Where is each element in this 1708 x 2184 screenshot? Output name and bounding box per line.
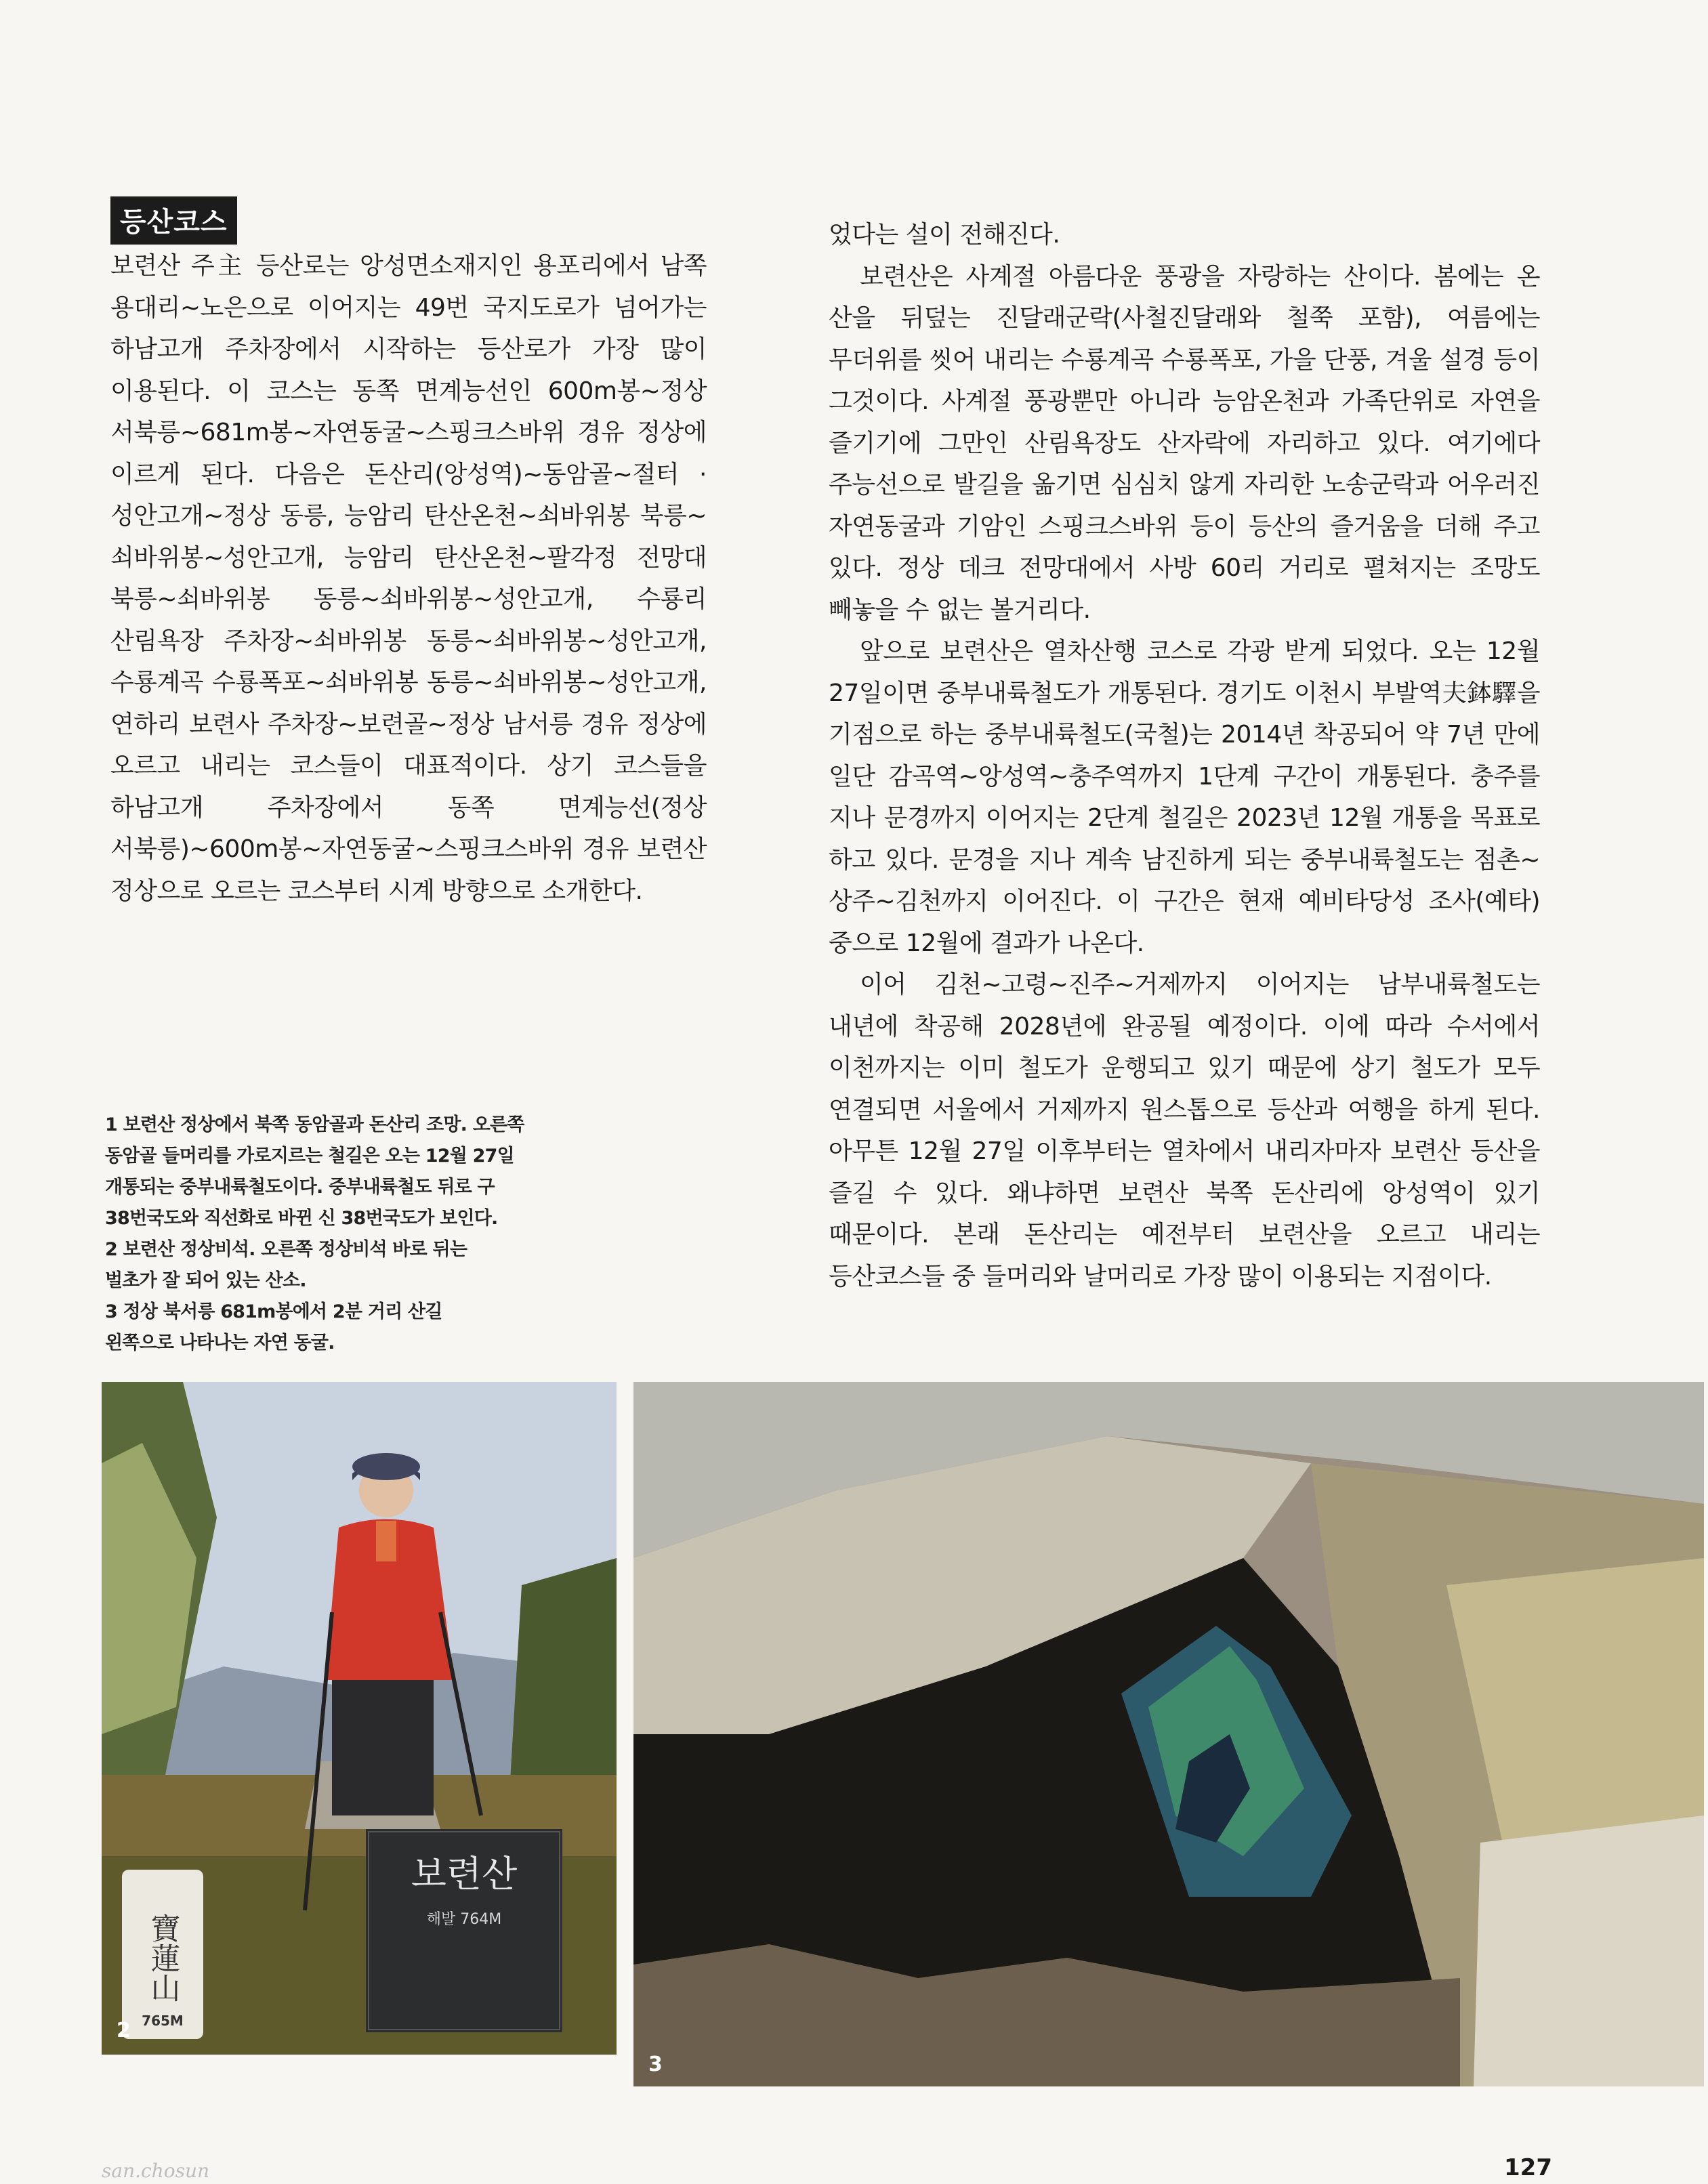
photo-number: 2 (117, 2019, 131, 2042)
page-number: 127 (1504, 2154, 1552, 2181)
stone-hanja-text: 寶蓮山 (145, 1913, 180, 2002)
photo-summit (102, 1382, 617, 2055)
left-paragraph: 보련산 주主 등산로는 앙성면소재지인 용포리에서 남쪽 용대리~노은으로 이어지는 49번 국지도로가 넘어가는 하남고개 주차장에서 시작하는 등산로가 가장 많이 이용된다. 이 코스는 동쪽 면계능선인 600m봉~정상 서북릉~681m봉~자연동굴~스핑크스바위 경유 정상에 이르게 된다. 다음은 돈산리(앙성역)~동암골~절터 · 성안고개~정상 동릉, 능암리 탄산온천~쇠바위봉 북릉~쇠바위봉~성안고개, 능암리 탄산온천~팔각정 전망대 북릉~쇠바위봉 동릉~쇠바위봉~성안고개, 수룡리 산림욕장 주차장~쇠바위봉 동릉~쇠바위봉~성안고개, 수룡계곡 수룡폭포~쇠바위봉 동릉~쇠바위봉~성안고개, 연하리 보련사 주차장~보련골~정상 남서릉 경유 정상에 오르고 내리는 코스들이 대표적이다. 상기 코스들을 하남고개 주차장에서 동쪽 면계능선(정상 서북릉)~600m봉~자연동굴~스핑크스바위 경유 보련산 정상으로 오르는 코스부터 시계 방향으로 소개한다. (110, 252, 707, 905)
stone-elevation-text: 765M (142, 2013, 184, 2029)
sign-elevation-text: 해발 764M (426, 1911, 502, 1928)
caption-line: 개통되는 중부내륙철도이다. 중부내륙철도 뒤로 구 (105, 1177, 495, 1198)
summit-illustration (102, 1382, 617, 2055)
caption-line: 38번국도와 직선화로 바뀐 신 38번국도가 보인다. (105, 1208, 498, 1229)
footer-brand: san.chosun (102, 2160, 210, 2182)
right-paragraph: 앞으로 보련산은 열차산행 코스로 각광 받게 되었다. 오는 12월 27일이면 중부내륙철도가 개통된다. 경기도 이천시 부발역夫鉢驛을 기점으로 하는 중부내륙철도(국철)는 2014년 착공되어 약 7년 만에 일단 감곡역~앙성역~충주역까지 1단계 구간이 개통된다. 충주를 지나 문경까지 이어지는 2단계 철길은 2023년 12월 개통을 목표로 하고 있다. 문경을 지나 계속 남진하게 되는 중부내륙철도는 점촌~상주~김천까지 이어진다. 이 구간은 현재 예비타당성 조사(예타) 중으로 12월에 결과가 나온다. (829, 637, 1540, 957)
right-paragraph: 보련산은 사계절 아름다운 풍광을 자랑하는 산이다. 봄에는 온 산을 뒤덮는 진달래군락(사철진달래와 철쭉 포함), 여름에는 무더위를 씻어 내리는 수룡계곡 수룡폭포, 가을 단풍, 겨울 설경 등이 그것이다. 사계절 풍광뿐만 아니라 능암온천과 가족단위로 자연을 즐기기에 그만인 산림욕장도 산자락에 자리하고 있다. 여기에다 주능선으로 발길을 옮기면 심심치 않게 자리한 노송군락과 어우러진 자연동굴과 기암인 스핑크스바위 등이 등산의 즐거움을 더해 주고 있다. 정상 데크 전망대에서 사방 60리 거리로 펼쳐지는 조망도 빼놓을 수 없는 볼거리다. (829, 262, 1540, 624)
cave-illustration (633, 1382, 1704, 2086)
photo-captions (105, 1110, 525, 1359)
caption-line: 2 보련산 정상비석. 오른쪽 정상비석 바로 뒤는 (105, 1239, 467, 1260)
right-column (829, 214, 1540, 1297)
left-column (110, 245, 707, 912)
photo-number: 3 (648, 2053, 663, 2076)
photo-cave (633, 1382, 1704, 2086)
section-tag: 등산코스 (110, 196, 237, 245)
caption-line: 3 정상 북서릉 681m봉에서 2분 거리 산길 (105, 1301, 442, 1322)
right-paragraph: 었다는 설이 전해진다. (829, 221, 1060, 249)
caption-line: 왼쪽으로 나타나는 자연 동굴. (105, 1332, 335, 1353)
sign-main-text: 보련산 (411, 1853, 518, 1895)
caption-line: 1 보련산 정상에서 북쪽 동암골과 돈산리 조망. 오른쪽 (105, 1114, 524, 1135)
right-paragraph: 이어 김천~고령~진주~거제까지 이어지는 남부내륙철도는 내년에 착공해 2028년에 완공될 예정이다. 이에 따라 수서에서 이천까지는 이미 철도가 운행되고 있기 때문에 상기 철도가 모두 연결되면 서울에서 거제까지 원스톱으로 등산과 여행을 하게 된다. 아무튼 12월 27일 이후부터는 열차에서 내리자마자 보련산 등산을 즐길 수 있다. 왜냐하면 보련산 북쪽 돈산리에 앙성역이 있기 때문이다. 본래 돈산리는 예전부터 보련산을 오르고 내리는 등산코스들 중 들머리와 날머리로 가장 많이 이용되는 지점이다. (829, 971, 1540, 1290)
caption-line: 동암골 들머리를 가로지르는 철길은 오는 12월 27일 (105, 1146, 514, 1167)
caption-line: 벌초가 잘 되어 있는 산소. (105, 1270, 306, 1291)
